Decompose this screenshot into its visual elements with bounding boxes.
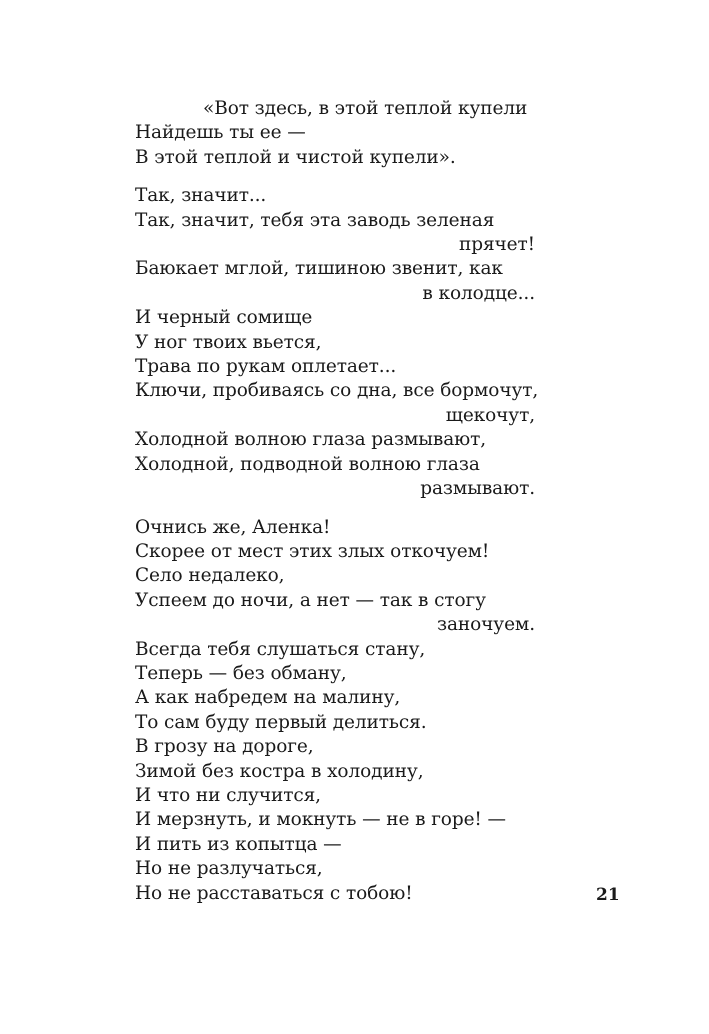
stanza-3 [135, 516, 535, 907]
poem-line: И пить из копытца — [135, 833, 342, 855]
poem-line: Баюкает мглой, тишиною звенит, как [135, 258, 503, 280]
poem-line: Холодной, подводной волною глаза [135, 453, 480, 475]
stanza-gap [135, 170, 535, 184]
stanza-2 [135, 184, 539, 501]
poem-line: То сам буду первый делиться. [135, 711, 427, 733]
poem-line: Очнись же, Аленка! [135, 516, 331, 538]
poem-line: Зимой без костра в холодину, [135, 760, 424, 782]
poem-line: Успеем до ночи, а нет — так в стогу [135, 589, 486, 611]
poem-line: У ног твоих вьется, [135, 331, 322, 353]
poem-line: Но не разлучаться, [135, 858, 323, 880]
poem-line: В грозу на дороге, [135, 736, 314, 758]
poem-line-continuation: щекочут, [445, 404, 535, 426]
poem-line: И черный сомище [135, 307, 313, 329]
poem-line: Скорее от мест этих злых откочуем! [135, 540, 490, 562]
poem-line: Всегда тебя слушаться стану, [135, 638, 426, 660]
poem-line: В этой теплой и чистой купели». [135, 146, 456, 168]
poem-line: Холодной волною глаза размывают, [135, 429, 487, 451]
poem-line: Теперь — без обману, [135, 662, 347, 684]
poem-line: Но не расставаться с тобою! [135, 882, 413, 904]
poem-line-continuation: заночуем. [436, 614, 535, 636]
poem-line: Так, значит, тебя эта заводь зеленая [135, 209, 495, 231]
stanza-gap [135, 502, 535, 516]
poem-line: И что ни случится, [135, 784, 321, 806]
poem-line: А как набредем на малину, [135, 687, 401, 709]
poem-line-continuation: прячет! [459, 234, 535, 256]
poem-line: Село недалеко, [135, 565, 285, 587]
poem-line: «Вот здесь, в этой теплой купели [203, 98, 528, 119]
poem-line-continuation: в колодце... [422, 282, 535, 304]
poem-text [135, 97, 539, 906]
poem-line: И мерзнуть, и мокнуть — не в горе! — [135, 809, 506, 831]
stanza-1 [135, 97, 535, 170]
poem-line: Ключи, пробиваясь со дна, все бормочут, [135, 380, 539, 402]
page-number: 21 [596, 885, 620, 905]
poem-line: Трава по рукам оплетает... [135, 356, 397, 378]
poem-line-continuation: размывают. [420, 478, 535, 500]
poem-line: Так, значит... [135, 185, 267, 207]
poem-line: Найдешь ты ее — [135, 122, 306, 144]
